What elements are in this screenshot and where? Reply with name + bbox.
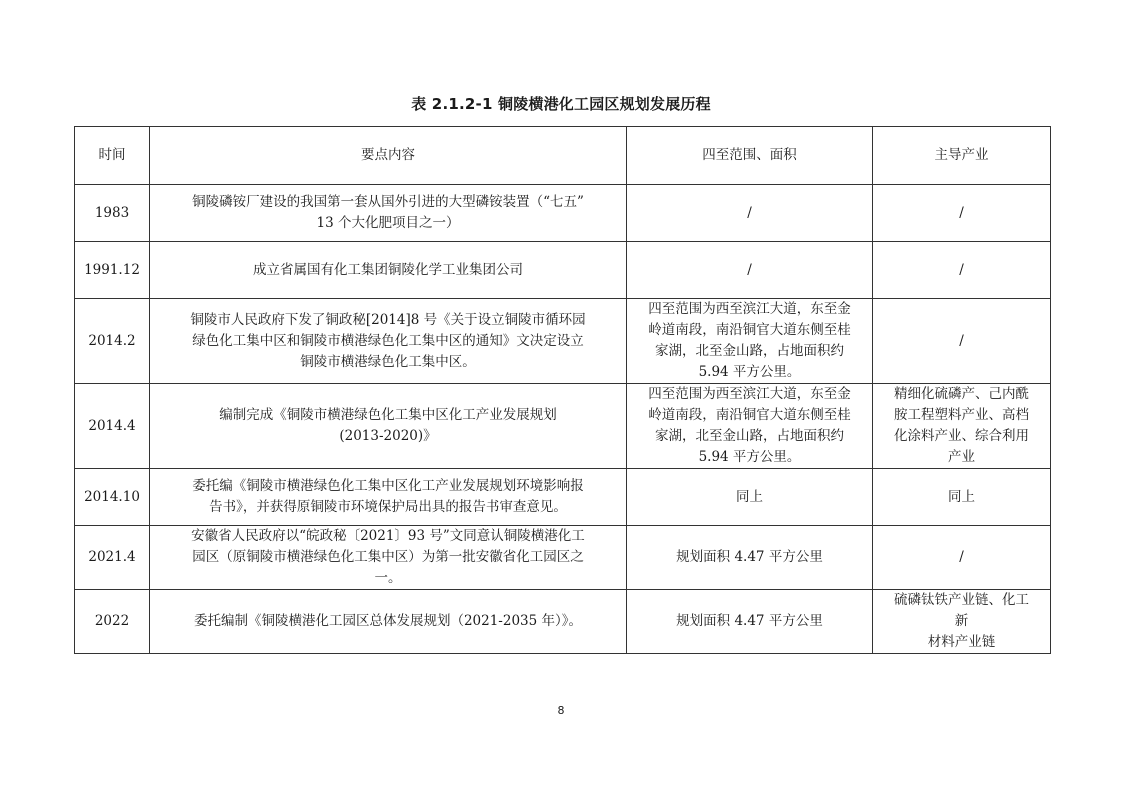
cell-industry: 同上 bbox=[873, 469, 1051, 526]
table-row bbox=[75, 299, 1051, 384]
header-scope: 四至范围、面积 bbox=[627, 127, 873, 185]
table-row bbox=[75, 384, 1051, 469]
cell-industry: / bbox=[873, 526, 1051, 590]
cell-industry: 硫磷钛铁产业链、化工 新 材料产业链 bbox=[873, 590, 1051, 654]
planning-history-table bbox=[74, 126, 1051, 654]
cell-time: 2022 bbox=[75, 590, 150, 654]
cell-time: 2014.4 bbox=[75, 384, 150, 469]
cell-time: 2021.4 bbox=[75, 526, 150, 590]
cell-industry: / bbox=[873, 185, 1051, 242]
table-row bbox=[75, 185, 1051, 242]
header-content: 要点内容 bbox=[150, 127, 627, 185]
cell-scope: 规划面积 4.47 平方公里 bbox=[627, 590, 873, 654]
page-number: 8 bbox=[557, 704, 565, 717]
cell-scope: 四至范围为西至滨江大道，东至金 岭道南段，南沿铜官大道东侧至桂 家湖，北至金山路，占地面积约 5.94 平方公里。 bbox=[627, 384, 873, 469]
cell-scope: 同上 bbox=[627, 469, 873, 526]
header-industry: 主导产业 bbox=[873, 127, 1051, 185]
cell-content: 编制完成《铜陵市横港绿色化工集中区化工产业发展规划 (2013-2020)》 bbox=[150, 384, 627, 469]
cell-content: 委托编制《铜陵横港化工园区总体发展规划（2021-2035 年）》。 bbox=[150, 590, 627, 654]
cell-time: 1991.12 bbox=[75, 242, 150, 299]
cell-scope: / bbox=[627, 185, 873, 242]
cell-scope: 四至范围为西至滨江大道，东至金 岭道南段，南沿铜官大道东侧至桂 家湖，北至金山路，占地面积约 5.94 平方公里。 bbox=[627, 299, 873, 384]
cell-scope: / bbox=[627, 242, 873, 299]
cell-industry: / bbox=[873, 242, 1051, 299]
table-title: 表 2.1.2-1 铜陵横港化工园区规划发展历程 bbox=[411, 95, 711, 113]
cell-content: 铜陵市人民政府下发了铜政秘[2014]8 号《关于设立铜陵市循环园 绿色化工集中区和铜陵市横港绿色化工集中区的通知》文决定设立 铜陵市横港绿色化工集中区。 bbox=[150, 299, 627, 384]
cell-content: 安徽省人民政府以“皖政秘〔2021〕93 号”文同意认铜陵横港化工 园区（原铜陵市横港绿色化工集中区）为第一批安徽省化工园区之 一。 bbox=[150, 526, 627, 590]
cell-content: 委托编《铜陵市横港绿色化工集中区化工产业发展规划环境影响报 告书》，并获得原铜陵市环境保护局出具的报告书审查意见。 bbox=[150, 469, 627, 526]
table-row bbox=[75, 242, 1051, 299]
table-row bbox=[75, 469, 1051, 526]
cell-content: 铜陵磷铵厂建设的我国第一套从国外引进的大型磷铵装置（“七五” 13 个大化肥项目之一） bbox=[150, 185, 627, 242]
table-header-row bbox=[75, 127, 1051, 185]
table-row bbox=[75, 526, 1051, 590]
cell-time: 2014.10 bbox=[75, 469, 150, 526]
cell-time: 2014.2 bbox=[75, 299, 150, 384]
cell-industry: / bbox=[873, 299, 1051, 384]
cell-time: 1983 bbox=[75, 185, 150, 242]
cell-scope: 规划面积 4.47 平方公里 bbox=[627, 526, 873, 590]
table-row bbox=[75, 590, 1051, 654]
cell-industry: 精细化硫磷产、己内酰 胺工程塑料产业、高档 化涂料产业、综合利用 产业 bbox=[873, 384, 1051, 469]
header-time: 时间 bbox=[75, 127, 150, 185]
cell-content: 成立省属国有化工集团铜陵化学工业集团公司 bbox=[150, 242, 627, 299]
